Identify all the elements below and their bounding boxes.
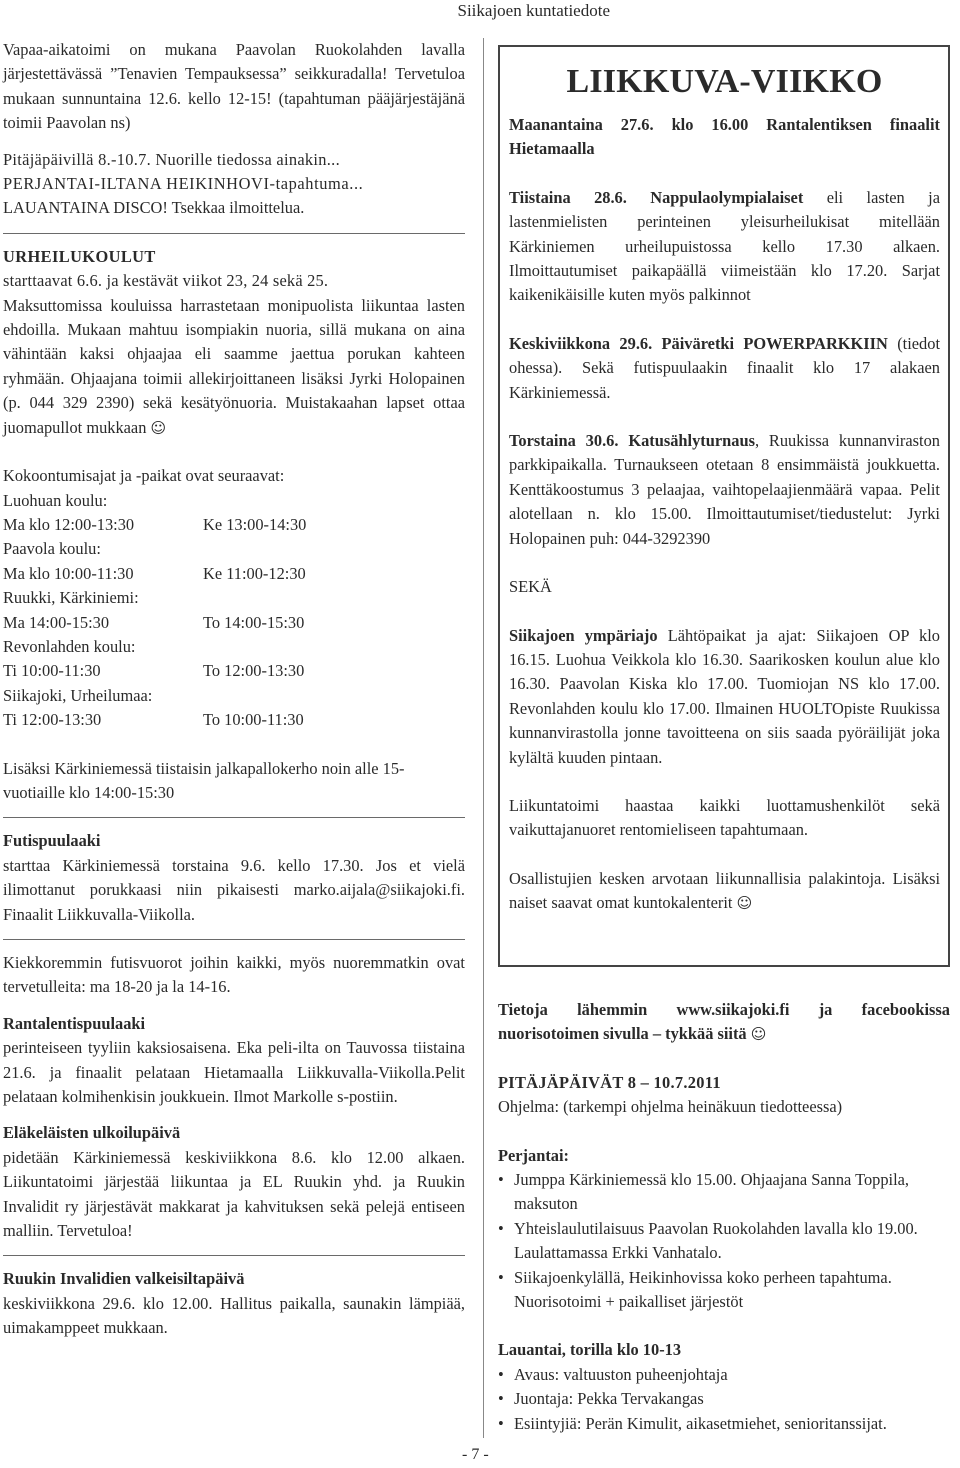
schedule-time-a: Ti 10:00-11:30 <box>3 661 101 681</box>
torstai-entry <box>509 429 940 551</box>
liikkuva-viikko-title: LIIKKUVA-VIIKKO <box>566 63 883 100</box>
left-column <box>3 38 465 1341</box>
schedule-time-b: To 10:00-11:30 <box>203 710 304 730</box>
rantalentis-body: perinteiseen tyyliin kaksiosaisena. Eka peli-ilta on Tauvossa tiistaina 21.6. ja finaalit pelataan Hietamaalla Liikkuvalla-Viikolla.Pelit pelataan kolmihenkisin joukkuein. Ilmot Markolle s-postiin. <box>3 1038 465 1107</box>
jalkapallokerho-paragraph: Lisäksi Kärkiniemessä tiistaisin jalkapallokerho noin alle 15-vuotiaille klo 14:00-15:30 <box>3 758 405 802</box>
futispuulaaki-title: Futispuulaaki <box>3 831 101 851</box>
list-item: • Juontaja: Pekka Tervakangas <box>498 1387 950 1411</box>
schedule-place: Luohuan koulu: <box>3 490 108 510</box>
elakelaiset-body: pidetään Kärkiniemessä keskiviikkona 8.6. klo 12.00 alkaen. Liikuntatoimi järjestää liikuntaa ja EL Ruukin yhd. ja Ruukin Invalidit ry järjestävät makkarat ja kahvituksen sekä pelejä entiseen malliin. Tervetuloa! <box>3 1147 465 1241</box>
schedule-place: Siikajoki, Urheilumaa: <box>3 685 153 705</box>
kiekkoremmi-paragraph: Kiekkoremmin futisvuorot joihin kaikki, myös nuoremmatkin ovat tervetulleita: ma 18-20 ja la 14-16. <box>3 953 465 997</box>
ympariajo-heading: Siikajoen ympäriajo <box>509 625 658 645</box>
schedule-place: Ruukki, Kärkiniemi: <box>3 588 139 608</box>
page-number: - 7 - <box>462 1446 489 1463</box>
disco-text: LAUANTAINA DISCO! <box>3 198 168 218</box>
tiistai-heading: Tiistaina 28.6. Nappulaolympialaiset <box>509 187 804 207</box>
tiistai-entry <box>509 186 940 308</box>
keskiviikko-text: (tiedot ohessa). Sekä futispuulaakin finaalit klo 17 alakaen Kärkiniemessä. <box>509 333 941 402</box>
schedule-time-a: Ma klo 12:00-13:30 <box>3 514 135 534</box>
pitajapaivat-subtitle: Ohjelma: (tarkempi ohjelma heinäkuun tiedotteessa) <box>498 1097 843 1117</box>
invalidit-title: Ruukin Invalidien valkeisiltapäivä <box>3 1269 245 1289</box>
futispuulaaki-body: starttaa Kärkiniemessä torstaina 9.6. kello 17.30. Jos et vielä ilimottanut porukkaasi niin pikaisesti marko.aijala@siikajoki.fi. Finaalit Liikkuvalla-Viikolla. <box>3 855 465 924</box>
list-item: • Siikajoenkylällä, Heikinhovissa koko perheen tapahtuma. Nuorisotoimi + paikalliset järjestöt <box>498 1266 950 1315</box>
schedule-place: Paavola koulu: <box>3 539 101 559</box>
right-column <box>498 998 950 1436</box>
tiistai-text: eli lasten ja lastenmielisten perinteinen yleisurheilukisat mitellään Kärkiniemen urheilupuistossa kello 17.30 alkaen. Ilmoittautumiset paikapäällä viimeistään klo 17.20. Sarjat kaikenikäisille kuten myös palkinnot <box>509 187 940 305</box>
ympariajo-text: Lähtöpaikat ja ajat: Siikajoen OP klo 16.15. Luohua Veikkola klo 16.30. Saarikosken koulun alue klo 16.30. Paavolan Kiska klo 17.00. Tuomiojan NS klo 17.00. Revonlahden koulu klo 17.00. Ilmainen HUOLTOpiste Ruukissa kunnanvirastolla jonne tavoitteena on siis saada pyöräilijät joka kylältä kuuden pintaan. <box>509 625 941 767</box>
schedule-time-b: To 14:00-15:30 <box>203 612 305 632</box>
perjantai-title: Perjantai: <box>498 1145 569 1165</box>
tietoja-paragraph <box>498 998 950 1047</box>
elakelaiset-title: Eläkeläisten ulkoilupäivä <box>3 1123 181 1143</box>
pitajapaivat-line-3 <box>3 196 465 220</box>
smiley-icon: ☺ <box>750 1025 767 1044</box>
lauantai-list <box>498 1363 950 1436</box>
keskiviikko-heading: Keskiviikkona 29.6. Päiväretki POWERPARKKIIN <box>509 333 888 353</box>
kokoontumis-title: Kokoontumisajat ja -paikat ovat seuraavat: <box>3 466 285 486</box>
smiley-icon: ☺ <box>736 894 753 913</box>
schedule-time-a: Ma 14:00-15:30 <box>3 612 110 632</box>
urheilukoulut-body <box>3 294 465 440</box>
keskiviikko-entry <box>509 332 940 405</box>
header-title: Siikajoen kuntatiedote <box>457 1 610 20</box>
schedule-entry <box>3 635 465 684</box>
schedule-entry <box>3 684 465 733</box>
invalidit-body: keskiviikkona 29.6. klo 12.00. Hallitus paikalla, saunakin lämpiää, uimakamppeet mukkaan. <box>3 1293 465 1338</box>
pitajapaivat-title: PITÄJÄPÄIVÄT 8 – 10.7.2011 <box>498 1072 721 1092</box>
tsekkaa-text: Tsekkaa ilmoittelua. <box>167 198 305 218</box>
ympariajo-entry <box>509 624 940 770</box>
pitajapaivat-line-1: Pitäjäpäivillä 8.-10.7. Nuorille tiedossa ainakin... <box>3 149 340 169</box>
osallistujat-paragraph <box>509 867 940 916</box>
schedule-list <box>3 489 465 733</box>
list-item: • Avaus: valtuuston puheenjohtaja <box>498 1363 950 1387</box>
liikkuva-viikko-box <box>498 45 950 967</box>
luottamushenkilot-paragraph: Liikuntatoimi haastaa kaikki luottamushenkilöt sekä vaikuttajanuoret rentomieliseen tapahtumaan. <box>509 795 940 840</box>
schedule-time-b: Ke 13:00-14:30 <box>203 514 307 534</box>
osallistujat-text: Osallistujien kesken arvotaan liikunnallisia palakintoja. Lisäksi naiset saavat omat kuntokalenterit <box>509 868 940 913</box>
schedule-time-b: To 12:00-13:30 <box>203 661 305 681</box>
lauantai-title: Lauantai, torilla klo 10-13 <box>498 1340 682 1360</box>
smiley-icon: ☺ <box>150 418 167 437</box>
list-item: • Jumppa Kärkiniemessä klo 15.00. Ohjaajana Sanna Toppila, maksuton <box>498 1168 950 1217</box>
pitajapaivat-line-2: PERJANTAI-ILTANA HEIKINHOVI-tapahtuma... <box>3 174 364 194</box>
schedule-entry <box>3 586 465 635</box>
page-header <box>0 0 960 24</box>
schedule-time-a: Ti 12:00-13:30 <box>3 710 102 730</box>
list-item: • Esiintyjiä: Perän Kimulit, aikasetmiehet, senioritanssijat. <box>498 1412 950 1436</box>
torstai-heading: Torstaina 30.6. Katusählyturnaus <box>509 431 755 451</box>
intro-paragraph: Vapaa-aikatoimi on mukana Paavolan Ruokolahden lavalla järjestettävässä ”Tenavien Tempauksessa” seikkuradalla! Tervetuloa mukaan sunnuntaina 12.6. kello 12-15! (tapahtuman pääjärjestäjänä toimii Paavolan ns) <box>3 40 465 133</box>
urheilukoulut-body-text: Maksuttomissa kouluissa harrastetaan monipuolista liikuntaa lasten ehdoilla. Mukaan mahtuu isompiakin nuoria, sillä mukana on aina vähintään kaksi ohjaajaa eli saamme jaettua porukan kahteen ryhmään. Ohjaajana toimii allekirjoittaneen lisäksi Jyrki Holopainen (p. 044 329 2390) sekä kesätyönuoria. Muistakaahan lapset ottaa juomapullot mukkaan <box>3 295 465 437</box>
list-item: • Yhteislaulutilaisuus Paavolan Ruokolahden lavalla klo 19.00. Laulattamassa Erkki Vanhatalo. <box>498 1217 950 1266</box>
rantalentis-title: Rantalentispuulaaki <box>3 1013 146 1033</box>
schedule-place: Revonlahden koulu: <box>3 636 136 656</box>
perjantai-list <box>498 1168 950 1314</box>
schedule-time-b: Ke 11:00-12:30 <box>203 563 306 583</box>
urheilukoulut-title: URHEILUKOULUT <box>3 246 156 266</box>
schedule-entry <box>3 489 465 538</box>
seka-text: SEKÄ <box>509 577 552 597</box>
urheilukoulut-subtitle: starttaavat 6.6. ja kestävät viikot 23, 24 sekä 25. <box>3 271 329 291</box>
maanantai-entry: Maanantaina 27.6. klo 16.00 Rantalentiksen finaalit Hietamaalla <box>509 115 940 159</box>
column-divider <box>483 38 484 1438</box>
schedule-entry <box>3 537 465 586</box>
schedule-time-a: Ma klo 10:00-11:30 <box>3 563 134 583</box>
tietoja-text: Tietoja lähemmin www.siikajoki.fi ja facebookissa nuorisotoimen sivulla – tykkää siitä <box>498 1000 950 1044</box>
torstai-text: , Ruukissa kunnanviraston parkkipaikalla. Turnaukseen otetaan 8 ensimmäistä joukkuetta. Kenttäkoostumus 3 pelaajaa, vaihtopelaajienmäärä vapaa. Pelit alotellaan n. klo 15.00. Ilmoittautumiset/tiedustelut: Jyrki Holopainen puh: 044-3292390 <box>509 431 940 548</box>
